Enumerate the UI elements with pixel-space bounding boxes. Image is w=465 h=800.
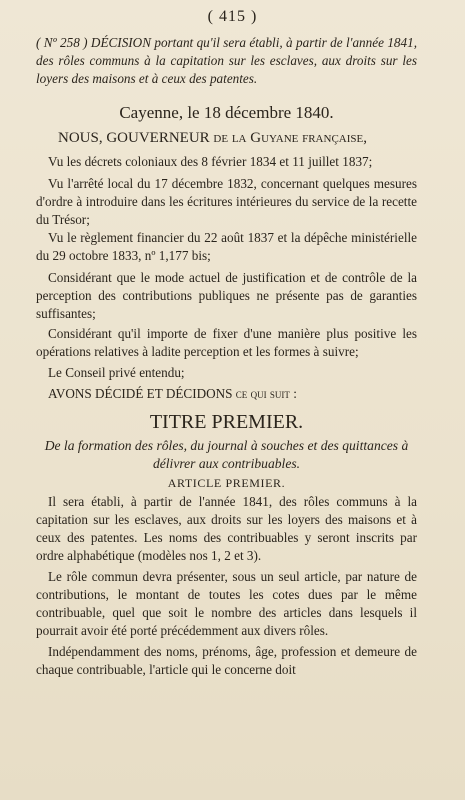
decision-header: ( Nº 258 ) DÉCISION portant qu'il sera établi, à partir de l'année 1841, des rôles communs à la capitation sur les esclaves, aux droits sur les loyers des maisons et à ceux des patentes. [36,35,417,86]
considerant-operations: Considérant qu'il importe de fixer d'une manière plus positive les opérations relatives à ladite perception et les formes à suivre; [36,326,417,359]
titre-subtitle: De la formation des rôles, du journal à souches et des quittances à délivrer aux contribuables. [44,438,409,471]
decide-line: AVONS DÉCIDÉ ET DÉCIDONS ce qui suit : [48,386,297,401]
vu-reglement: Vu le règlement financier du 22 août 1837 et la dépêche ministérielle du 29 octobre 1833, nº 1,177 bis; [36,230,417,263]
page-number: ( 415 ) [207,8,258,25]
authority-line: NOUS, GOUVERNEUR de la Guyane française, [58,130,367,146]
considerant-controle: Considérant que le mode actuel de justification et de contrôle de la perception des contributions publiques ne présente pas de garanties suffisantes; [36,270,417,321]
titre-heading: TITRE PREMIER. [149,411,304,433]
article-paragraph-2: Le rôle commun devra présenter, sous un seul article, par nature de contributions, le montant de toutes les cotes dues par le même contribuable, quel que soit le nombre des articles dans lesquels il pourrait avoir été porté précédemment aux divers rôles. [36,569,417,638]
place-date: Cayenne, le 18 décembre 1840. [119,103,334,122]
vu-arrete: Vu l'arrêté local du 17 décembre 1832, concernant quelques mesures d'ordre à introduire dans les écritures intérieures du service de la recette du Trésor; [36,176,417,227]
vu-decrets: Vu les décrets coloniaux des 8 février 1834 et 11 juillet 1837; [48,154,373,169]
article-paragraph-1: Il sera établi, à partir de l'année 1841, des rôles communs à la capitation sur les esclaves, aux droits sur les loyers des maisons et à ceux des patentes. Les noms des contribuables y seront inscrits par ordre alphabétique (modèles nos 1, 2 et 3). [36,494,417,563]
conseil-line: Le Conseil privé entendu; [48,365,185,380]
article-heading: ARTICLE PREMIER. [167,476,286,490]
article-paragraph-3: Indépendamment des noms, prénoms, âge, profession et demeure de chaque contribuable, l'article qui le concerne doit [36,644,417,677]
